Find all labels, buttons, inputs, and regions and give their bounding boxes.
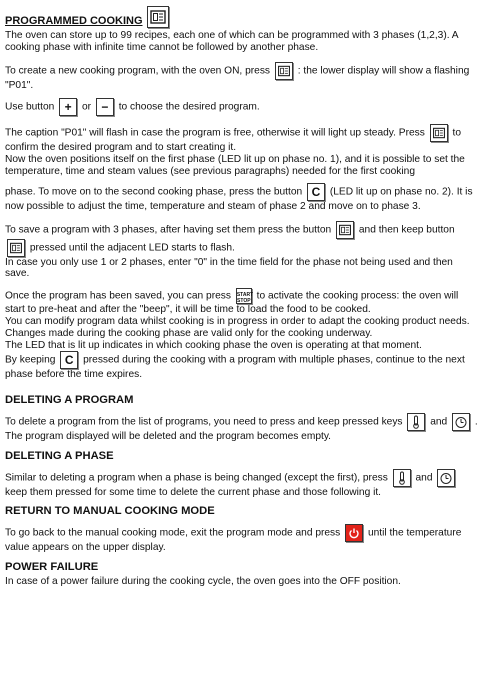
paragraph: In case of a power failure during the cooking cycle, the oven goes into the OFF position. xyxy=(5,575,401,587)
start-stop-icon: START STOP xyxy=(236,288,252,304)
section-title-programmed-cooking: PROGRAMMED COOKING xyxy=(5,15,143,28)
power-icon xyxy=(345,524,363,542)
paragraph: The oven can store up to 99 recipes, each one of which can be programmed with 3 phases (1,2,3). A cooking phase with infinite time cannot be followed by another phase. xyxy=(5,30,459,53)
text-span: or xyxy=(81,102,92,114)
text-span: pressed during the cooking with a program with multiple phases, continue to the next phase before the time expires. xyxy=(5,355,465,381)
thermometer-icon xyxy=(407,413,425,431)
plus-icon: + xyxy=(59,98,77,116)
program-icon xyxy=(275,62,293,80)
text-span: and xyxy=(415,472,433,484)
text-span: to confirm the desired program and to start creating it. xyxy=(5,128,462,154)
text-span: By keeping xyxy=(5,355,56,367)
timer-icon xyxy=(452,413,470,431)
minus-icon: − xyxy=(96,98,114,116)
section-title-return-manual: RETURN TO MANUAL COOKING MODE xyxy=(5,505,215,518)
text-span: : the lower display will show a flashing "P01". xyxy=(5,65,470,91)
text-span: To go back to the manual cooking mode, exit the program mode and press xyxy=(5,527,341,539)
text-span: and xyxy=(430,416,448,428)
c-icon: C xyxy=(60,351,78,369)
text-span: to choose the desired program. xyxy=(118,102,260,114)
section-title-deleting-phase: DELETING A PHASE xyxy=(5,449,114,462)
program-icon xyxy=(430,124,448,142)
text-span: Use button xyxy=(5,102,55,114)
text-span: Similar to deleting a program when a phase is being changed (except the first), press xyxy=(5,472,388,484)
paragraph: You can modify program data whilst cooking is in progress in order to adapt the cooking product needs. xyxy=(5,315,470,327)
text-span: The caption "P01" will flash in case the program is free, otherwise it will light up steady. Press xyxy=(5,128,425,140)
text-span: (LED lit up on phase no. 2). It is now possible to adjust the time, temperature and steam of phase 2 and move on to phase 3. xyxy=(5,186,473,212)
c-icon: C xyxy=(307,183,325,201)
section-title-power-failure: POWER FAILURE xyxy=(5,560,99,573)
paragraph: In case you only use 1 or 2 phases, enter "0" in the time field for the phase not being used and then save. xyxy=(5,256,453,280)
paragraph: Now the oven positions itself on the first phase (LED lit up on phase no. 1), and it is possible to set the temperature, time and steam values (see previous paragraphs) needed for the first cooking xyxy=(5,154,465,177)
manual-page xyxy=(5,6,478,588)
paragraph: Changes made during the cooking phase are valid only for the cooking underway. xyxy=(5,327,373,339)
text-span: to activate the cooking process: the oven will start to pre-heat and after the "beep", it will be time to load the food to be cooked. xyxy=(5,290,459,316)
text-span: keep them pressed for some time to delete the current phase and those following it. xyxy=(5,486,382,498)
text-span: Once the program has been saved, you can press xyxy=(5,290,231,302)
text-span: . The program displayed will be deleted and the program becomes empty. xyxy=(5,416,478,442)
program-icon xyxy=(7,239,25,257)
timer-icon xyxy=(437,469,455,487)
text-span: until the temperature value appears on the upper display. xyxy=(5,527,462,554)
text-span: pressed until the adjacent LED starts to flash. xyxy=(29,242,235,254)
text-span: To save a program with 3 phases, after having set them press the button xyxy=(5,224,332,236)
text-span: To delete a program from the list of programs, you need to press and keep pressed keys xyxy=(5,416,403,428)
section-title-deleting-program: DELETING A PROGRAM xyxy=(5,394,134,407)
paragraph: The LED that is lit up indicates in which cooking phase the oven is operating at that moment. xyxy=(5,339,422,351)
text-span: phase. To move on to the second cooking phase, press the button xyxy=(5,186,303,198)
thermometer-icon xyxy=(393,469,411,487)
text-span: and then keep button xyxy=(358,224,455,236)
text-span: To create a new cooking program, with the oven ON, press xyxy=(5,65,271,77)
program-icon xyxy=(336,221,354,239)
program-icon xyxy=(147,6,169,28)
